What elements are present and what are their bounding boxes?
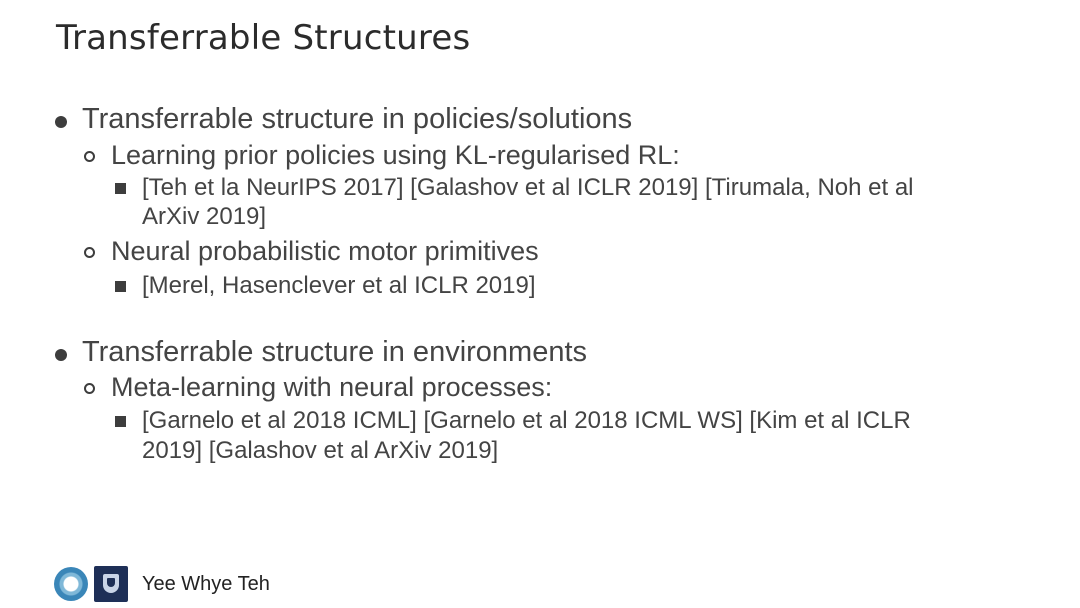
bullet-dot-icon: [55, 116, 67, 128]
subitem-label: Neural probabilistic motor primitives: [111, 236, 539, 266]
bullet-circle-icon: [84, 151, 95, 162]
reference-line: [Teh et la NeurIPS 2017] [Galashov et al ICLR 2019] [Tirumala, Noh et al: [142, 174, 914, 201]
bullet-square-icon: [115, 183, 126, 194]
deepmind-logo-icon: [54, 567, 88, 601]
section-heading: Transferrable structure in policies/solutions: [82, 103, 633, 135]
bullet-dot-icon: [55, 349, 67, 361]
reference-line: [Garnelo et al 2018 ICML] [Garnelo et al 2018 ICML WS] [Kim et al ICLR: [142, 407, 911, 434]
oxford-crest-icon: [94, 566, 128, 602]
bullet-circle-icon: [84, 247, 95, 258]
reference-line: [Merel, Hasenclever et al ICLR 2019]: [142, 272, 536, 299]
subitem-label: Learning prior policies using KL-regularised RL:: [111, 140, 680, 170]
subitem-label: Meta-learning with neural processes:: [111, 372, 553, 402]
bullet-circle-icon: [84, 383, 95, 394]
section-heading: Transferrable structure in environments: [82, 336, 588, 368]
presenter-name: Yee Whye Teh: [142, 573, 270, 595]
bullet-square-icon: [115, 281, 126, 292]
reference-line: 2019] [Galashov et al ArXiv 2019]: [142, 437, 499, 464]
reference-line: ArXiv 2019]: [142, 203, 267, 230]
slide-title: Transferrable Structures: [56, 18, 471, 58]
bullet-square-icon: [115, 416, 126, 427]
